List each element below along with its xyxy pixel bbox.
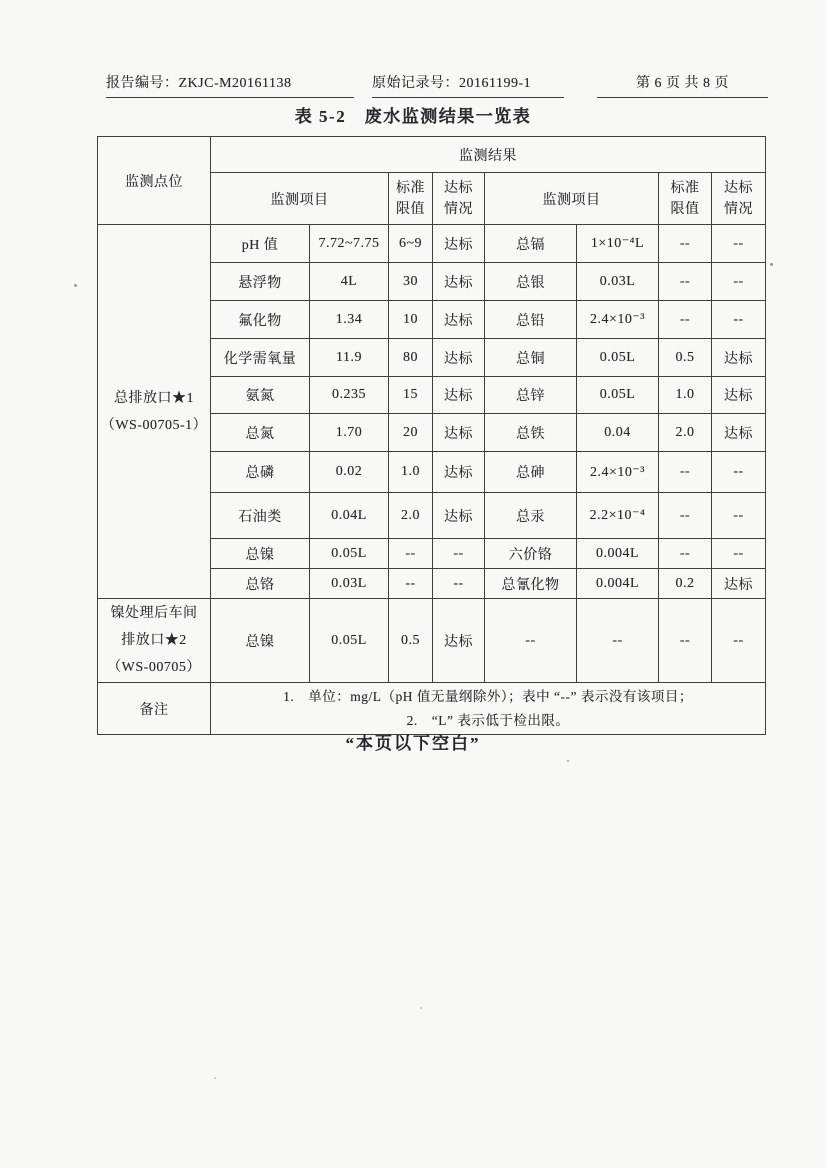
monitoring-point-cell: 总排放口★1 （WS-00705-1） (98, 225, 211, 599)
item-name-cell: 总镉 (485, 225, 577, 263)
item-name-cell: pH 值 (211, 225, 310, 263)
status-cell: 达标 (712, 569, 766, 599)
measured-value-cell: -- (577, 599, 659, 683)
page-indicator: 第 6 页 共 8 页 (597, 72, 768, 98)
table-row (98, 683, 766, 735)
header-limit-left: 标准 限值 (389, 173, 433, 225)
status-cell: -- (712, 493, 766, 539)
monitoring-point-cell: 镍处理后车间 排放口★2 （WS-00705） (98, 599, 211, 683)
status-cell: -- (433, 569, 485, 599)
item-name-cell: 六价铬 (485, 539, 577, 569)
limit-value-cell: 6~9 (389, 225, 433, 263)
measured-value-cell: 1×10⁻⁴L (577, 225, 659, 263)
item-name-cell: 石油类 (211, 493, 310, 539)
limit-value-cell: 2.0 (659, 414, 712, 452)
item-name-cell: -- (485, 599, 577, 683)
limit-value-cell: 1.0 (659, 377, 712, 414)
measured-value-cell: 0.05L (310, 539, 389, 569)
notes-label: 备注 (98, 683, 211, 735)
header-limit-right: 标准 限值 (659, 173, 712, 225)
item-name-cell: 总铁 (485, 414, 577, 452)
limit-value-cell: 1.0 (389, 452, 433, 493)
measured-value-cell: 0.04 (577, 414, 659, 452)
item-name-cell: 总铅 (485, 301, 577, 339)
item-name-cell: 总氮 (211, 414, 310, 452)
limit-value-cell: 30 (389, 263, 433, 301)
document-title: 表 5-2 废水监测结果一览表 (294, 107, 532, 126)
measured-value-cell: 11.9 (310, 339, 389, 377)
item-name-cell: 总铬 (211, 569, 310, 599)
limit-value-cell: 0.2 (659, 569, 712, 599)
limit-value-cell: 0.5 (659, 339, 712, 377)
item-name-cell: 总锌 (485, 377, 577, 414)
header-monitoring-point: 监测点位 (98, 137, 211, 225)
notes-content (211, 683, 766, 735)
limit-value-cell: 2.0 (389, 493, 433, 539)
item-name-cell: 氨氮 (211, 377, 310, 414)
status-cell: -- (433, 539, 485, 569)
measured-value-cell: 0.02 (310, 452, 389, 493)
limit-value-cell: -- (659, 599, 712, 683)
limit-value-cell: 80 (389, 339, 433, 377)
limit-value-cell: -- (659, 539, 712, 569)
limit-value-cell: 20 (389, 414, 433, 452)
status-cell: 达标 (712, 414, 766, 452)
status-cell: -- (712, 599, 766, 683)
item-name-cell: 总铜 (485, 339, 577, 377)
header-monitoring-result: 监测结果 (211, 137, 766, 173)
measured-value-cell: 7.72~7.75 (310, 225, 389, 263)
measured-value-cell: 0.04L (310, 493, 389, 539)
limit-value-cell: -- (659, 301, 712, 339)
report-number-value: ZKJC-M20161138 (178, 76, 292, 91)
status-cell: 达标 (433, 414, 485, 452)
item-name-cell: 总银 (485, 263, 577, 301)
scan-speck (567, 760, 569, 762)
record-number-value: 20161199-1 (459, 76, 532, 91)
measured-value-cell: 2.2×10⁻⁴ (577, 493, 659, 539)
status-cell: 达标 (433, 225, 485, 263)
scan-speck (74, 284, 77, 287)
table-row (98, 225, 766, 263)
limit-value-cell: 15 (389, 377, 433, 414)
measured-value-cell: 0.235 (310, 377, 389, 414)
status-cell: -- (712, 225, 766, 263)
measured-value-cell: 0.004L (577, 539, 659, 569)
measured-value-cell: 2.4×10⁻³ (577, 452, 659, 493)
item-name-cell: 总镍 (211, 599, 310, 683)
note-line: 1. 单位：mg/L（pH 值无量纲除外）；表中 “--” 表示没有该项目； (283, 688, 693, 704)
measured-value-cell: 1.70 (310, 414, 389, 452)
measured-value-cell: 0.05L (577, 377, 659, 414)
measured-value-cell: 0.03L (310, 569, 389, 599)
header-item-right: 监测项目 (485, 173, 659, 225)
limit-value-cell: 10 (389, 301, 433, 339)
footer-note: “本页以下空白” (345, 734, 481, 753)
measured-value-cell: 1.34 (310, 301, 389, 339)
limit-value-cell: -- (659, 493, 712, 539)
record-number-field (372, 72, 564, 98)
status-cell: 达标 (712, 377, 766, 414)
measured-value-cell: 2.4×10⁻³ (577, 301, 659, 339)
measured-value-cell: 0.004L (577, 569, 659, 599)
item-name-cell: 总磷 (211, 452, 310, 493)
measured-value-cell: 0.03L (577, 263, 659, 301)
item-name-cell: 化学需氧量 (211, 339, 310, 377)
header-item-left: 监测项目 (211, 173, 389, 225)
scan-speck (214, 1077, 216, 1079)
limit-value-cell: -- (659, 225, 712, 263)
measured-value-cell: 0.05L (577, 339, 659, 377)
status-cell: 达标 (433, 339, 485, 377)
item-name-cell: 悬浮物 (211, 263, 310, 301)
item-name-cell: 总汞 (485, 493, 577, 539)
measured-value-cell: 0.05L (310, 599, 389, 683)
wastewater-results-table (97, 136, 766, 735)
scan-speck (420, 1007, 422, 1009)
scan-speck (770, 263, 773, 266)
status-cell: -- (712, 301, 766, 339)
status-cell: 达标 (433, 452, 485, 493)
limit-value-cell: -- (389, 539, 433, 569)
item-name-cell: 总镍 (211, 539, 310, 569)
item-name-cell: 总氰化物 (485, 569, 577, 599)
status-cell: 达标 (433, 263, 485, 301)
status-cell: -- (712, 539, 766, 569)
measured-value-cell: 4L (310, 263, 389, 301)
header-status-left: 达标 情况 (433, 173, 485, 225)
limit-value-cell: 0.5 (389, 599, 433, 683)
status-cell: -- (712, 452, 766, 493)
status-cell: 达标 (433, 301, 485, 339)
status-cell: 达标 (433, 599, 485, 683)
limit-value-cell: -- (659, 263, 712, 301)
header-status-right: 达标 情况 (712, 173, 766, 225)
report-number-field (106, 72, 354, 98)
limit-value-cell: -- (389, 569, 433, 599)
status-cell: 达标 (433, 493, 485, 539)
report-number-label: 报告编号： (106, 76, 179, 91)
table-row (98, 599, 766, 683)
record-number-label: 原始记录号： (372, 76, 459, 91)
status-cell: -- (712, 263, 766, 301)
item-name-cell: 氟化物 (211, 301, 310, 339)
note-line: 2. “L” 表示低于检出限。 (406, 712, 570, 728)
limit-value-cell: -- (659, 452, 712, 493)
status-cell: 达标 (433, 377, 485, 414)
status-cell: 达标 (712, 339, 766, 377)
item-name-cell: 总砷 (485, 452, 577, 493)
